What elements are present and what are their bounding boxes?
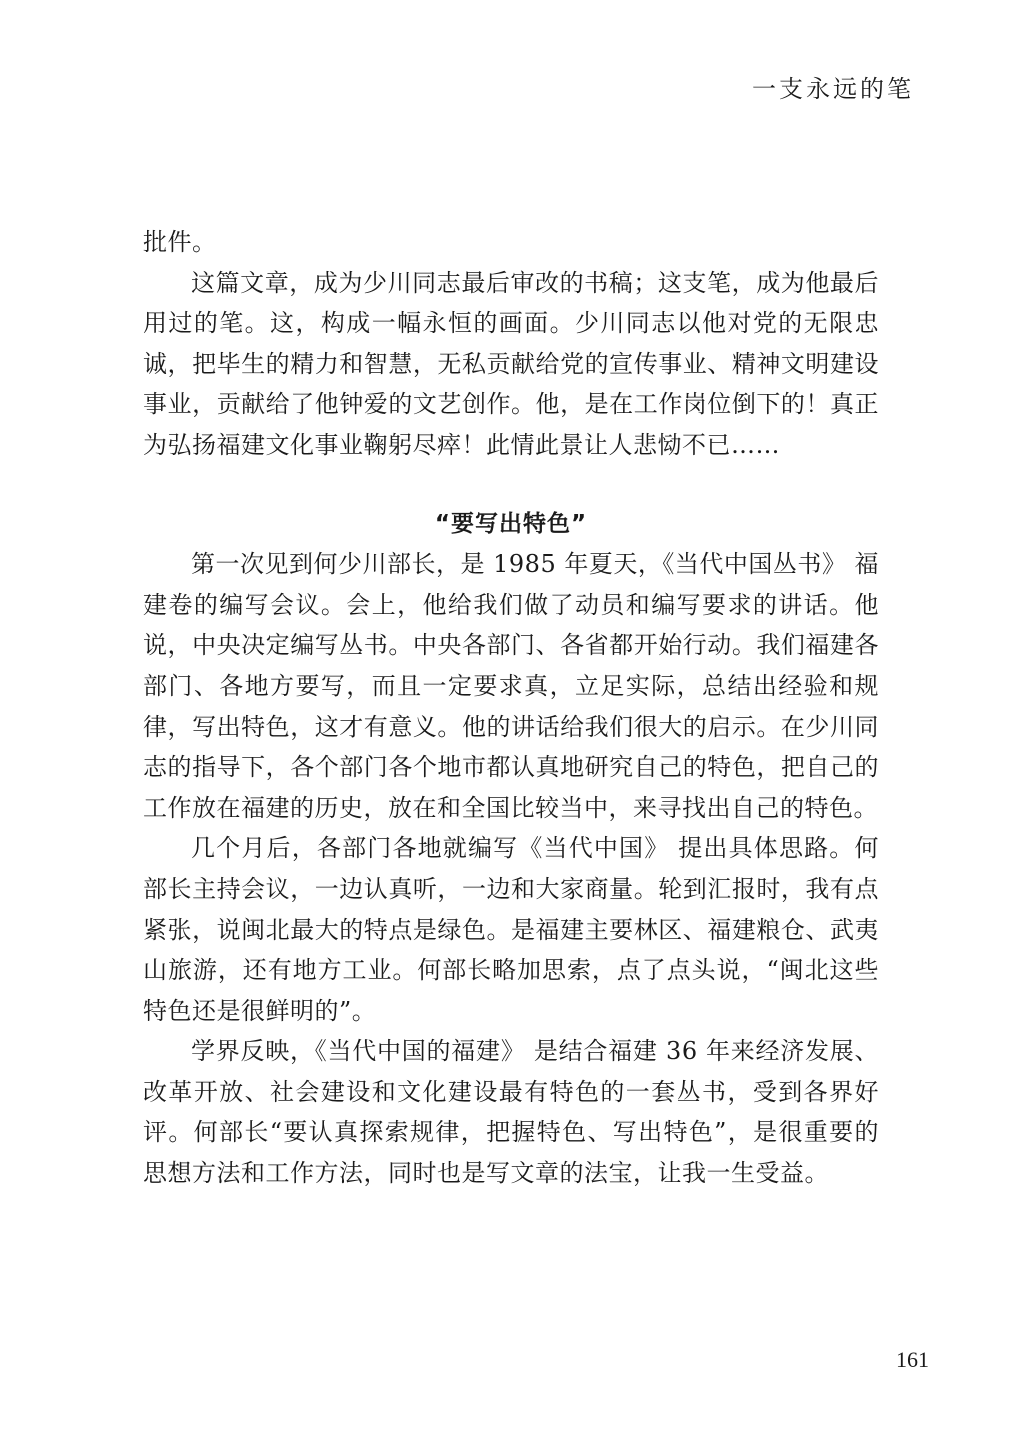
page-body [143, 222, 879, 1194]
page-number: 161 [896, 1347, 929, 1372]
paragraph-first-meeting: 第一次见到何少川部长，是 1985 年夏天，《当代中国丛书》 福建卷的编写会议。会上，他给我们做了动员和编写要求的讲话。他说，中央决定编写丛书。中央各部门、各省都开始行动。我们福建各部门、各地方要写，而且一定要求真，立足实际，总结出经验和规律，写出特色，这才有意义。他的讲话给我们很大的启示。在少川同志的指导下，各个部门各个地市都认真地研究自己的特色，把自己的工作放在福建的历史，放在和全国比较当中，来寻找出自己的特色。 [143, 550, 879, 822]
paragraph-academic-response: 学界反映，《当代中国的福建》 是结合福建 36 年来经济发展、改革开放、社会建设和文化建设最有特色的一套丛书，受到各界好评。何部长“要认真探索规律，把握特色、写出特色”，是很重要的思想方法和工作方法，同时也是写文章的法宝，让我一生受益。 [143, 1037, 879, 1188]
paragraph-continuation: 批件。 [143, 228, 217, 256]
paragraph-months-later: 几个月后，各部门各地就编写《当代中国》 提出具体思路。何部长主持会议，一边认真听，一边和大家商量。轮到汇报时，我有点紧张，说闽北最大的特点是绿色。是福建主要林区、福建粮仓、武夷山旅游，还有地方工业。何部长略加思索，点了点头说，“闽北这些特色还是很鲜明的”。 [143, 834, 879, 1025]
running-head: 一支永远的笔 [752, 75, 914, 103]
section-title: “要写出特色” [434, 510, 588, 537]
paragraph-final-pen: 这篇文章，成为少川同志最后审改的书稿；这支笔，成为他最后用过的笔。这，构成一幅永恒的画面。少川同志以他对党的无限忠诚，把毕生的精力和智慧，无私贡献给党的宣传事业、精神文明建设事业，贡献给了他钟爱的文艺创作。他，是在工作岗位倒下的！真正为弘扬福建文化事业鞠躬尽瘁！此情此景让人悲恸不已…… [143, 268, 879, 459]
